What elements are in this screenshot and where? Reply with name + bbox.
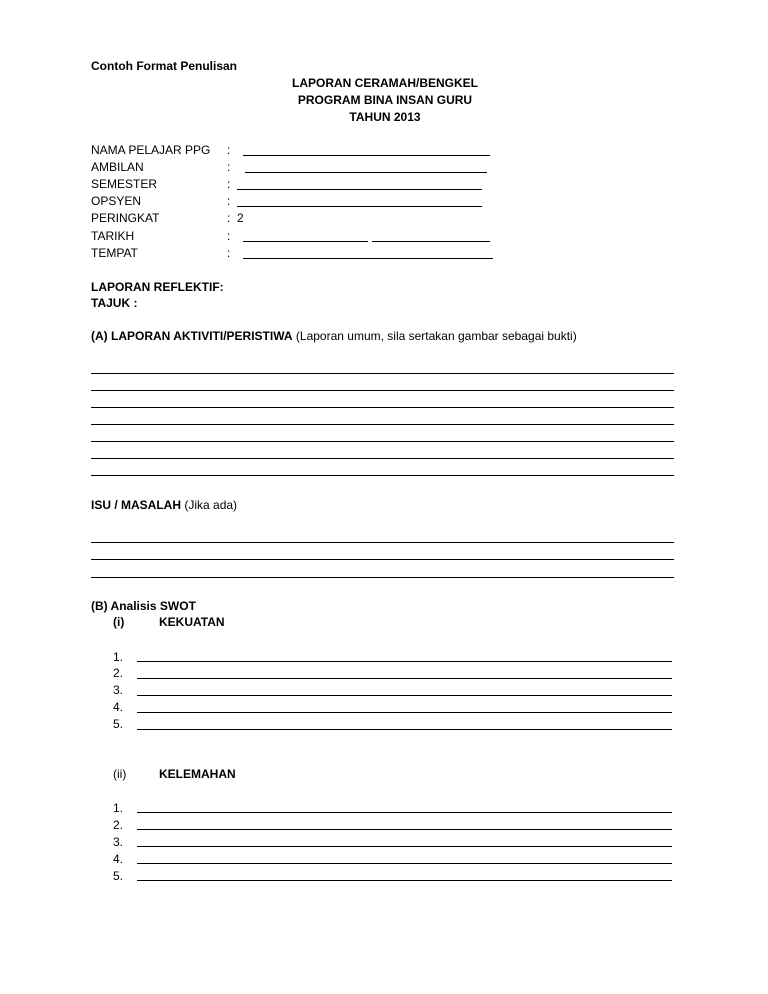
weakness-item-3-line[interactable] [137, 846, 672, 847]
strength-item-4-number: 4. [113, 700, 124, 714]
field-name-line[interactable] [243, 155, 490, 156]
field-level-colon: : [227, 211, 231, 225]
weakness-item-2-number: 2. [113, 818, 124, 832]
field-option-line[interactable] [237, 206, 482, 207]
weakness-number: (ii) [113, 767, 127, 781]
field-intake-line[interactable] [245, 172, 487, 173]
field-intake-label: AMBILAN [91, 160, 144, 174]
field-semester-colon: : [227, 177, 231, 191]
section-a-note: (Laporan umum, sila sertakan gambar sebagai bukti) [295, 329, 577, 343]
weakness-item-4-line[interactable] [137, 863, 672, 864]
field-level-label: PERINGKAT [91, 211, 160, 225]
report-line-1[interactable] [91, 373, 674, 374]
field-name-label: NAMA PELAJAR PPG [91, 143, 211, 157]
report-line-2[interactable] [91, 390, 674, 391]
field-option-colon: : [227, 194, 231, 208]
report-line-3[interactable] [91, 407, 674, 408]
field-date-line-1[interactable] [243, 241, 368, 242]
field-date-line-2[interactable] [372, 241, 490, 242]
field-name-colon: : [227, 143, 231, 157]
strength-item-1-line[interactable] [137, 661, 672, 662]
report-line-5[interactable] [91, 441, 674, 442]
section-b-title: (B) Analisis SWOT [91, 599, 196, 613]
field-date-colon: : [227, 229, 231, 243]
report-line-7[interactable] [91, 475, 674, 476]
strength-item-5-line[interactable] [137, 729, 672, 730]
strength-label: KEKUATAN [159, 615, 225, 629]
report-title: LAPORAN CERAMAH/BENGKEL [292, 76, 478, 90]
program-title: PROGRAM BINA INSAN GURU [297, 93, 473, 107]
strength-item-1-number: 1. [113, 650, 124, 664]
report-line-4[interactable] [91, 424, 674, 425]
weakness-item-1-line[interactable] [137, 812, 672, 813]
year-title: TAHUN 2013 [349, 110, 421, 124]
strength-item-3-number: 3. [113, 683, 124, 697]
weakness-item-4-number: 4. [113, 852, 124, 866]
field-option-label: OPSYEN [91, 194, 142, 208]
field-place-line[interactable] [243, 258, 493, 259]
field-level-value: 2 [237, 211, 244, 225]
weakness-item-5-line[interactable] [137, 880, 672, 881]
strength-item-2-line[interactable] [137, 678, 672, 679]
strength-number: (i) [113, 615, 125, 629]
topic-label: TAJUK : [91, 296, 138, 310]
field-semester-label: SEMESTER [91, 177, 158, 191]
issue-heading [91, 497, 237, 513]
issue-line-2[interactable] [91, 559, 674, 560]
issue-note: (Jika ada) [184, 498, 238, 512]
strength-item-5-number: 5. [113, 717, 124, 731]
weakness-item-5-number: 5. [113, 869, 124, 883]
report-line-6[interactable] [91, 458, 674, 459]
weakness-item-1-number: 1. [113, 801, 124, 815]
example-label: Contoh Format Penulisan [91, 59, 238, 73]
issue-line-3[interactable] [91, 577, 674, 578]
issue-title: ISU / MASALAH [91, 498, 181, 512]
field-place-label: TEMPAT [91, 246, 138, 260]
field-intake-colon: : [227, 160, 231, 174]
strength-item-2-number: 2. [113, 666, 124, 680]
field-semester-line[interactable] [237, 189, 482, 190]
weakness-item-2-line[interactable] [137, 829, 672, 830]
section-a-heading [91, 328, 577, 344]
section-a-title: (A) LAPORAN AKTIVITI/PERISTIWA [91, 329, 293, 343]
weakness-label: KELEMAHAN [159, 767, 236, 781]
reflection-label: LAPORAN REFLEKTIF: [91, 280, 224, 294]
field-date-label: TARIKH [91, 229, 135, 243]
strength-item-4-line[interactable] [137, 712, 672, 713]
strength-item-3-line[interactable] [137, 695, 672, 696]
weakness-item-3-number: 3. [113, 835, 124, 849]
field-place-colon: : [227, 246, 231, 260]
issue-line-1[interactable] [91, 542, 674, 543]
